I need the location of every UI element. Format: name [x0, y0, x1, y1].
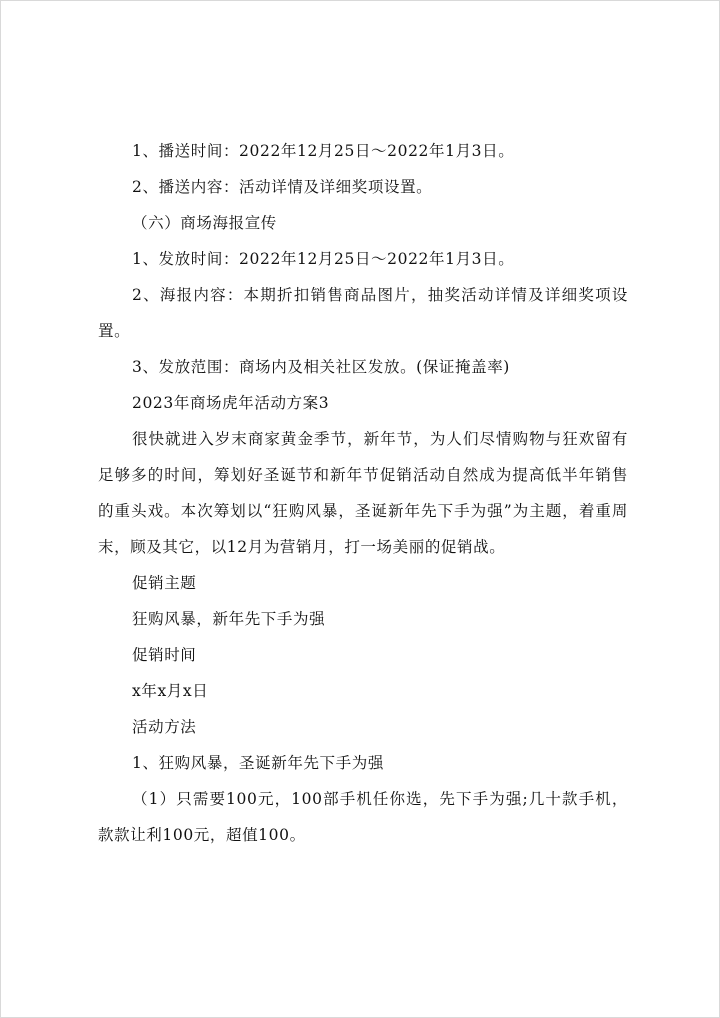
paragraph-distribution-time: 1、发放时间：2022年12月25日～2022年1月3日。	[132, 250, 515, 268]
paragraph-distribution-range: 3、发放范围：商场内及相关社区发放。(保证掩盖率)	[132, 358, 510, 376]
document-title: 2023年商场虎年活动方案3	[132, 394, 330, 412]
section-heading-poster: （六）商场海报宣传	[132, 214, 277, 232]
document-body	[98, 133, 628, 853]
paragraph-method-1-detail: （1）只需要100元，100部手机任你选，先下手为强;几十款手机，款款让利100元，超值100。	[98, 790, 628, 844]
paragraph-intro: 很快就进入岁末商家黄金季节，新年节，为人们尽情购物与狂欢留有足够多的时间，筹划好圣诞节和新年节促销活动自然成为提高低半年销售的重头戏。本次筹划以“狂购风暴，圣诞新年先下手为强”为主题，着重周末，顾及其它，以12月为营销月，打一场美丽的促销战。	[98, 430, 628, 556]
paragraph-poster-content: 2、海报内容：本期折扣销售商品图片，抽奖活动详情及详细奖项设置。	[98, 286, 628, 340]
paragraph-broadcast-content: 2、播送内容：活动详情及详细奖项设置。	[132, 178, 433, 196]
paragraph-broadcast-time: 1、播送时间：2022年12月25日～2022年1月3日。	[132, 142, 515, 160]
promotion-time-text: x年x月x日	[132, 682, 209, 700]
paragraph-method-1: 1、狂购风暴，圣诞新年先下手为强	[132, 754, 384, 772]
heading-promotion-theme: 促销主题	[132, 574, 197, 592]
promotion-theme-text: 狂购风暴，新年先下手为强	[132, 610, 326, 628]
heading-promotion-time: 促销时间	[132, 646, 197, 664]
heading-activity-method: 活动方法	[132, 718, 197, 736]
